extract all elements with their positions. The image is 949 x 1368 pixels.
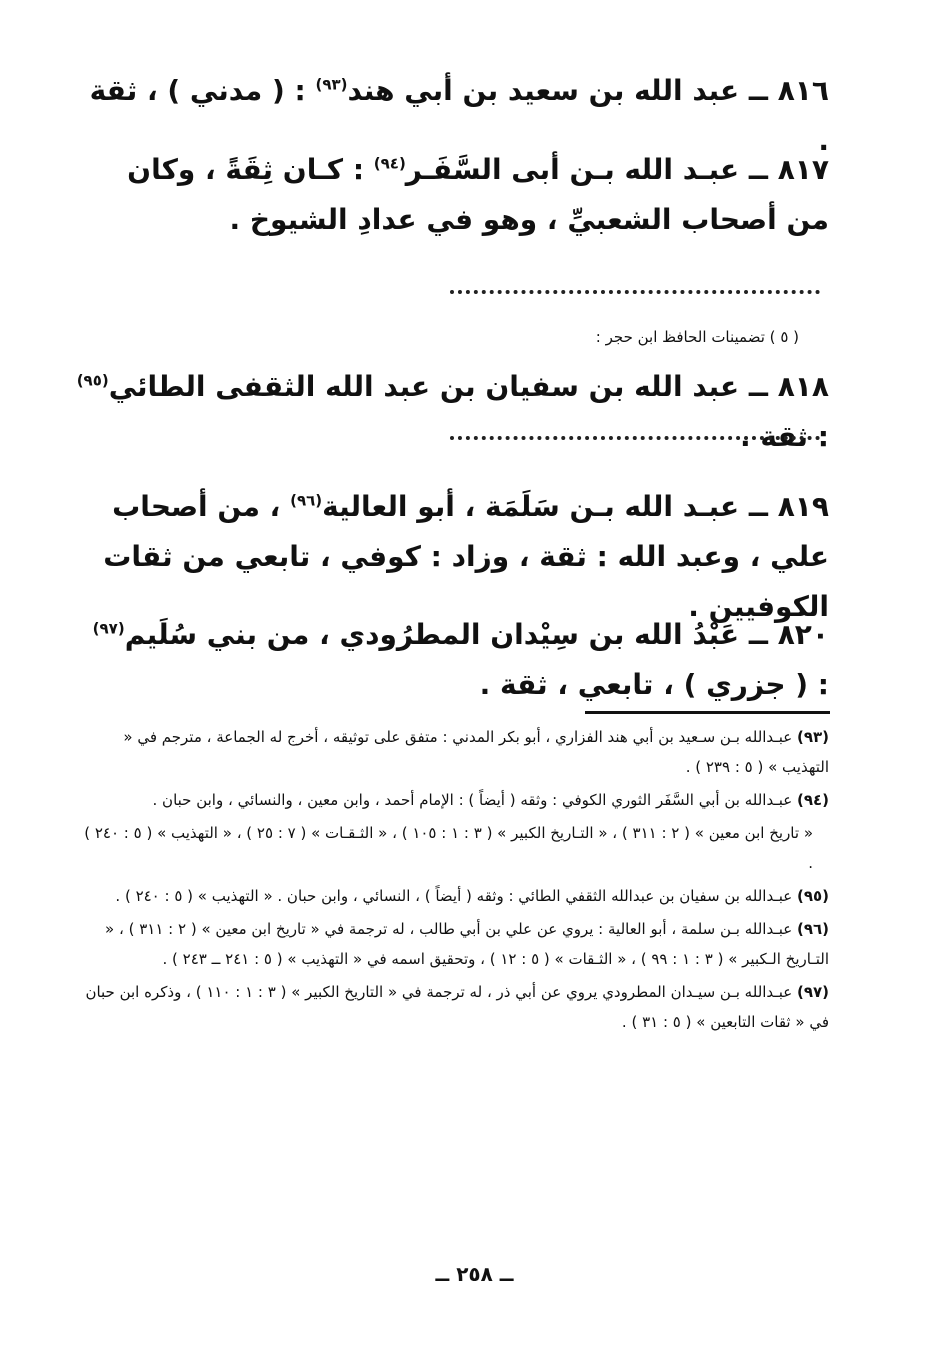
entry-name: ــ عبد الله بن سعيد بن أبي هند — [347, 74, 768, 107]
footnote-text: عبـدالله بـن سـعيد بن أبي هند الفزاري ، أبو بكر المدني : متفق على توثيقه ، أخرج له الجماعة ، مترجم في « التهذيب » ( ٥ : ٢٣٩ ) . — [123, 728, 829, 776]
footnote-96 — [78, 914, 829, 974]
entry-818 — [70, 362, 829, 462]
entry-verdict: : كـان ثِقَةً ، وكان من أصحاب الشعبيِّ ، وهو في عدادِ الشيوخ . — [127, 153, 829, 236]
footnote-93 — [78, 722, 829, 782]
section-note: ( ٥ ) تضمينات الحافظ ابن حجر : — [595, 328, 799, 346]
entry-name: ــ عبد الله بن سفيان بن عبد الله الثقفى الطائي — [108, 370, 768, 403]
entry-number: ٨١٩ — [777, 490, 829, 523]
entry-number: ٨١٦ — [777, 74, 829, 107]
entry-820 — [78, 610, 829, 710]
entry-verdict: ، من أصحاب علي ، وعبد الله : ثقة ، وزاد : كوفي ، تابعي من ثقات الكوفيين . — [103, 490, 829, 623]
footnote-97 — [78, 977, 829, 1037]
footnote-rule — [585, 711, 830, 714]
footnote-number: (٩٧) — [796, 983, 829, 1001]
footnote-94 — [78, 785, 829, 815]
footnote-ref[interactable]: (٩٥) — [76, 371, 109, 390]
footnote-ref[interactable]: (٩٧) — [92, 619, 125, 638]
dotted-separator — [450, 428, 820, 440]
entry-name: ــ عَبْدُ الله بن سِيْدان المطرُودي ، من بني سُلَيم — [124, 618, 768, 651]
footnote-94-references — [78, 818, 829, 878]
dotted-separator — [450, 282, 820, 294]
footnote-ref[interactable]: (٩٦) — [290, 491, 323, 510]
footnote-text: عبـدالله بن سفيان بن عبدالله الثقفي الطائي : وثقه ( أيضاً ) ، النسائي ، وابن حبان . « التهذيب » ( ٥ : ٢٤٠ ) . — [115, 887, 793, 905]
footnote-number: (٩٤) — [796, 791, 829, 809]
footnote-95 — [78, 881, 829, 911]
footnote-number: (٩٦) — [796, 920, 829, 938]
entry-verdict: : ( مدني ) ، ثقة . — [89, 74, 829, 157]
entry-verdict: : ثقة . — [740, 420, 829, 453]
footnote-text: عبـدالله بـن سيـدان المطرودي يروي عن أبي ذر ، له ترجمة في « التاريخ الكبير » ( ٣ : ١ : ١١٠ ) ، وذكره ابن حبان في « ثقات التابعين » ( ٥ : ٣١ ) . — [85, 983, 829, 1031]
entry-number: ٨١٧ — [777, 153, 829, 186]
footnote-ref[interactable]: (٩٣) — [315, 75, 348, 94]
entry-name: ــ عبـد الله بـن سَلَمَة ، أبو العالية — [322, 490, 768, 523]
entry-name: ــ عبـد الله بـن أبى السَّفَـر — [405, 153, 768, 186]
footnote-text: عبـدالله بـن سلمة ، أبو العالية : يروي عن علي بن أبي طالب ، له ترجمة في « تاريخ ابن معين » ( ٢ : ٣١١ ) ، « التـاريخ الـكبير » ( ٣ : ١ : ٩٩ ) ، « الثـقات » ( ٥ : ١٢ ) ، وتحقيق اسمه في « التهذيب » ( ٥ : ٢٤١ ــ ٢٤٣ ) . — [105, 920, 829, 968]
footnotes — [78, 722, 829, 1040]
page-number: ــ ٢٥٨ ــ — [435, 1262, 514, 1286]
footnote-number: (٩٥) — [796, 887, 829, 905]
footnote-text: عبـدالله بن أبي السَّفَر الثوري الكوفي : وثقه ( أيضاً ) : الإمام أحمد ، وابن معين ، والنسائي ، وابن حبان . — [152, 791, 793, 809]
footnote-text: « تاريخ ابن معين » ( ٢ : ٣١١ ) ، « التـاريخ الكبير » ( ٣ : ١ : ١٠٥ ) ، « الثـقـات » ( ٧ : ٢٥ ) ، « التهذيب » ( ٥ : ٢٤٠ ) . — [84, 824, 813, 872]
entry-number: ٨٢٠ — [777, 618, 829, 651]
entry-number: ٨١٨ — [777, 370, 829, 403]
entry-817 — [78, 145, 829, 245]
footnote-ref[interactable]: (٩٤) — [373, 154, 406, 173]
entry-verdict: : ( جزري ) ، تابعي ، ثقة . — [479, 668, 829, 701]
footnote-number: (٩٣) — [796, 728, 829, 746]
